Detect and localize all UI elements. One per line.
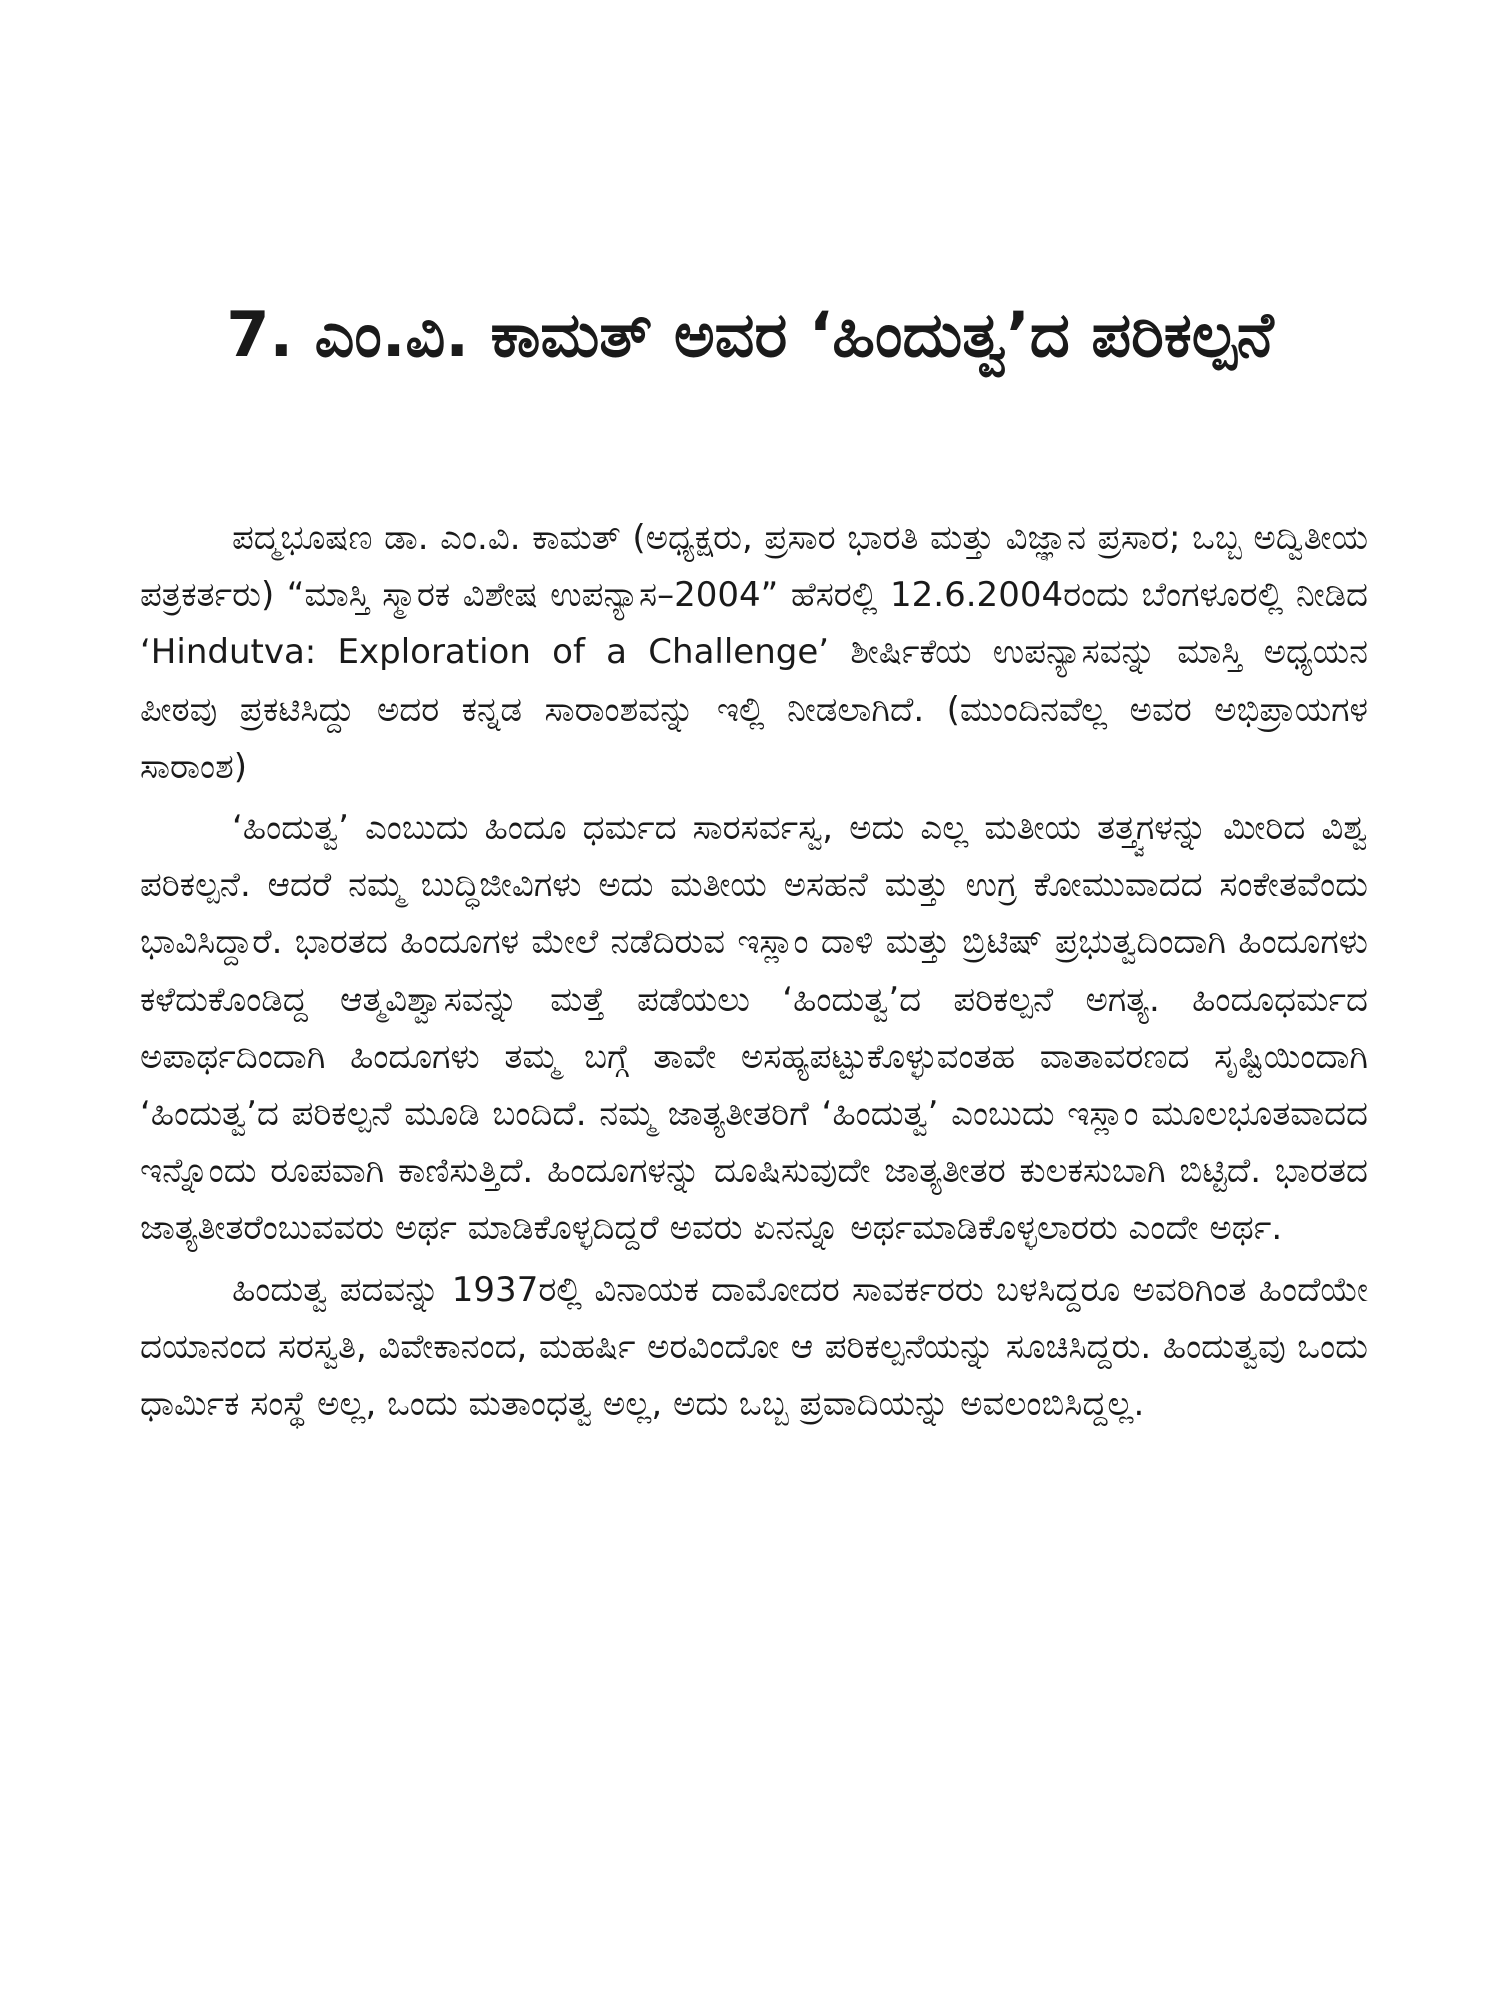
paragraph-term-history: ಹಿಂದುತ್ವ ಪದವನ್ನು 1937ರಲ್ಲಿ ವಿನಾಯಕ ದಾಮೋದರ ಸಾವರ್ಕರರು ಬಳಸಿದ್ದರೂ ಅವರಿಗಿಂತ ಹಿಂದೆಯೇ ದಯಾನಂದ ಸರಸ್ವತಿ, ವಿವೇಕಾನಂದ, ಮಹರ್ಷಿ ಅರವಿಂದೋ ಆ ಪರಿಕಲ್ಪನೆಯನ್ನು ಸೂಚಿಸಿದ್ದರು. ಹಿಂದುತ್ವವು ಒಂದು ಧಾರ್ಮಿಕ ಸಂಸ್ಥೆ ಅಲ್ಲ, ಒಂದು ಮತಾಂಧತ್ವ ಅಲ್ಲ, ಅದು ಒಬ್ಬ ಪ್ರವಾದಿಯನ್ನು ಅವಲಂಬಿಸಿದ್ದಲ್ಲ. <box>140 1269 1368 1425</box>
paragraph-hindutva-concept: ‘ಹಿಂದುತ್ವ’ ಎಂಬುದು ಹಿಂದೂ ಧರ್ಮದ ಸಾರಸರ್ವಸ್ವ, ಅದು ಎಲ್ಲ ಮತೀಯ ತತ್ತ್ವಗಳನ್ನು ಮೀರಿದ ವಿಶ್ವ ಪರಿಕಲ್ಪನೆ. ಆದರೆ ನಮ್ಮ ಬುದ್ಧಿಜೀವಿಗಳು ಅದು ಮತೀಯ ಅಸಹನೆ ಮತ್ತು ಉಗ್ರ ಕೋಮುವಾದದ ಸಂಕೇತವೆಂದು ಭಾವಿಸಿದ್ದಾರೆ. ಭಾರತದ ಹಿಂದೂಗಳ ಮೇಲೆ ನಡೆದಿರುವ ಇಸ್ಲಾಂ ದಾಳಿ ಮತ್ತು ಬ್ರಿಟಿಷ್ ಪ್ರಭುತ್ವದಿಂದಾಗಿ ಹಿಂದೂಗಳು ಕಳೆದುಕೊಂಡಿದ್ದ ಆತ್ಮವಿಶ್ವಾಸವನ್ನು ಮತ್ತೆ ಪಡೆಯಲು ‘ಹಿಂದುತ್ವ’ದ ಪರಿಕಲ್ಪನೆ ಅಗತ್ಯ. ಹಿಂದೂಧರ್ಮದ ಅಪಾರ್ಥದಿಂದಾಗಿ ಹಿಂದೂಗಳು ತಮ್ಮ ಬಗ್ಗೆ ತಾವೇ ಅಸಹ್ಯಪಟ್ಟುಕೊಳ್ಳುವಂತಹ ವಾತಾವರಣದ ಸೃಷ್ಟಿಯಿಂದಾಗಿ ‘ಹಿಂದುತ್ವ’ದ ಪರಿಕಲ್ಪನೆ ಮೂಡಿ ಬಂದಿದೆ. ನಮ್ಮ ಜಾತ್ಯತೀತರಿಗೆ ‘ಹಿಂದುತ್ವ’ ಎಂಬುದು ಇಸ್ಲಾಂ ಮೂಲಭೂತವಾದದ ಇನ್ನೊಂದು ರೂಪವಾಗಿ ಕಾಣಿಸುತ್ತಿದೆ. ಹಿಂದೂಗಳನ್ನು ದೂಷಿಸುವುದೇ ಜಾತ್ಯತೀತರ ಕುಲಕಸುಬಾಗಿ ಬಿಟ್ಟಿದೆ. ಭಾರತದ ಜಾತ್ಯತೀತರೆಂಬುವವರು ಅರ್ಥ ಮಾಡಿಕೊಳ್ಳದಿದ್ದರೆ ಅವರು ಏನನ್ನೂ ಅರ್ಥಮಾಡಿಕೊಳ್ಳಲಾರರು ಎಂದೇ ಅರ್ಥ. <box>140 808 1368 1249</box>
paragraph-intro: ಪದ್ಮಭೂಷಣ ಡಾ. ಎಂ.ವಿ. ಕಾಮತ್ (ಅಧ್ಯಕ್ಷರು, ಪ್ರಸಾರ ಭಾರತಿ ಮತ್ತು ವಿಜ್ಞಾನ ಪ್ರಸಾರ; ಒಬ್ಬ ಅದ್ವಿತೀಯ ಪತ್ರಕರ್ತರು) “ಮಾಸ್ತಿ ಸ್ಮಾರಕ ವಿಶೇಷ ಉಪನ್ಯಾಸ–2004” ಹೆಸರಲ್ಲಿ 12.6.2004ರಂದು ಬೆಂಗಳೂರಲ್ಲಿ ನೀಡಿದ ‘Hindutva: Exploration of a Challenge’ ಶೀರ್ಷಿಕೆಯ ಉಪನ್ಯಾಸವನ್ನು ಮಾಸ್ತಿ ಅಧ್ಯಯನ ಪೀಠವು ಪ್ರಕಟಿಸಿದ್ದು ಅದರ ಕನ್ನಡ ಸಾರಾಂಶವನ್ನು ಇಲ್ಲಿ ನೀಡಲಾಗಿದೆ. (ಮುಂದಿನವೆಲ್ಲ ಅವರ ಅಭಿಪ್ರಾಯಗಳ ಸಾರಾಂಶ) <box>140 518 1368 787</box>
chapter-title: 7. ಎಂ.ವಿ. ಕಾಮತ್ ಅವರ ‘ಹಿಂದುತ್ವ’ದ ಪರಿಕಲ್ಪನೆ <box>226 298 1274 371</box>
chapter-body <box>140 510 1368 1433</box>
